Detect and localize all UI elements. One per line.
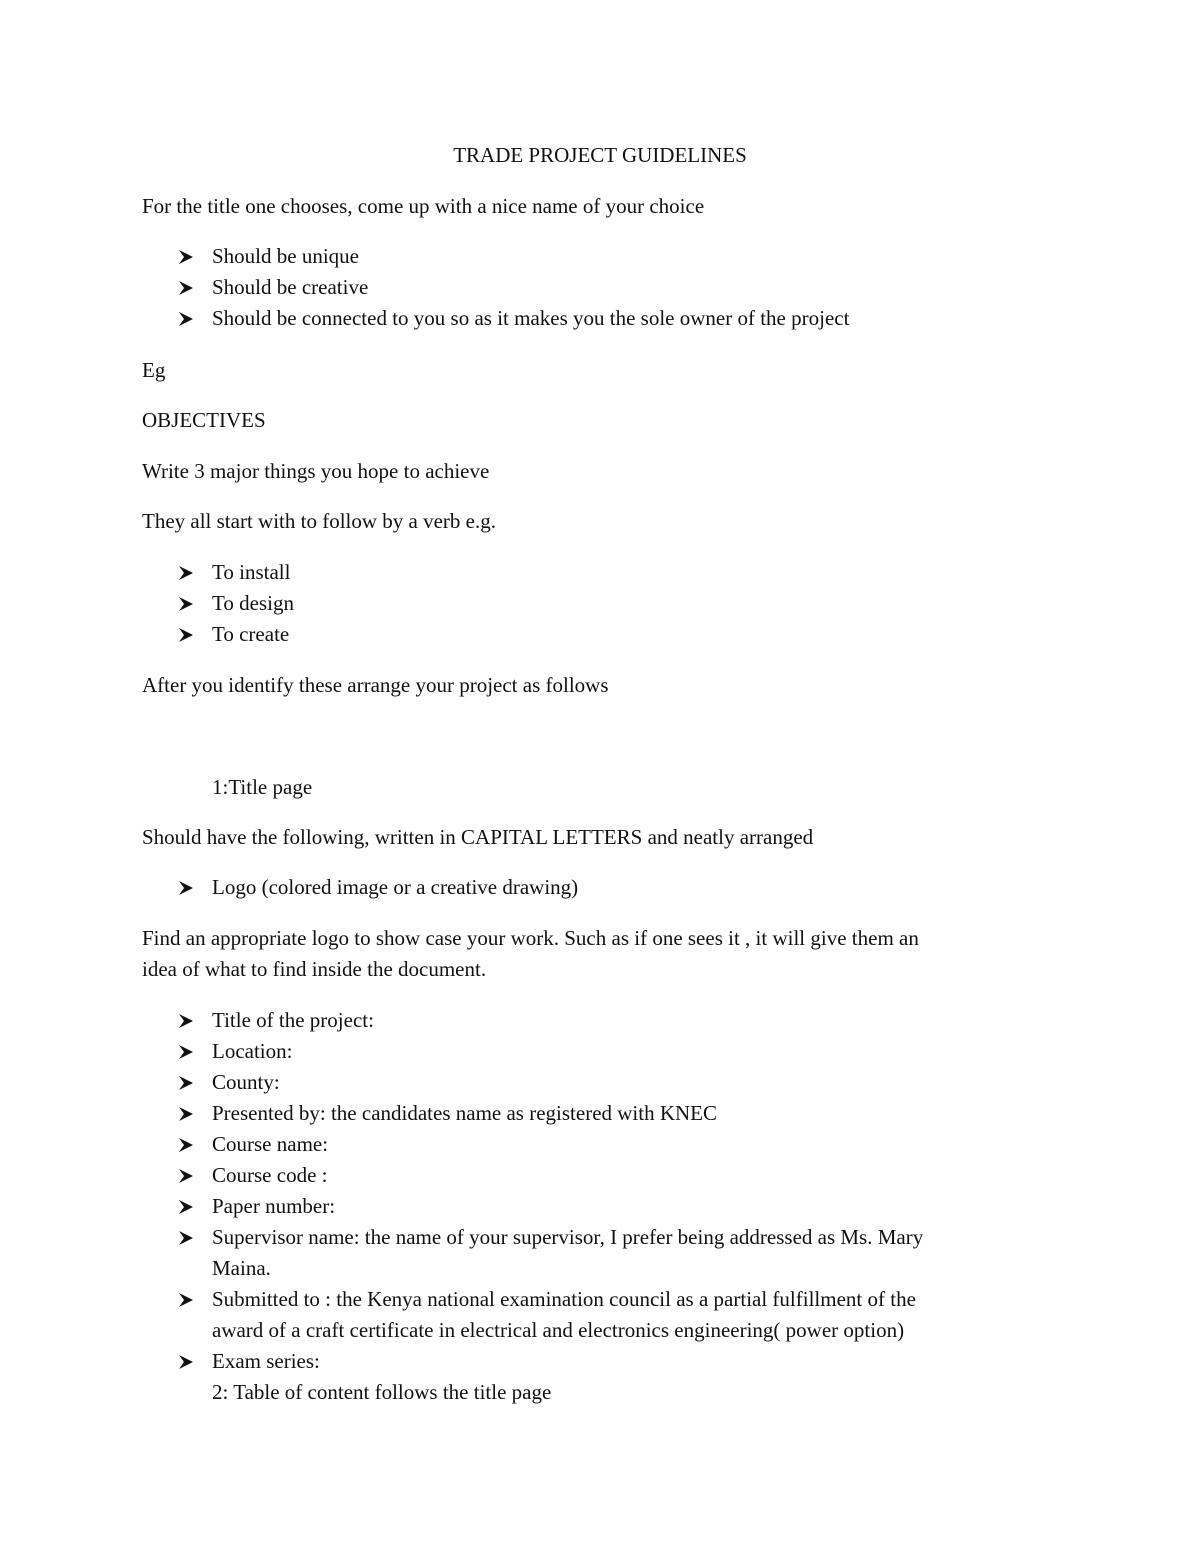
eg-label: Eg <box>142 358 166 382</box>
list-item-text: Location: <box>212 1039 293 1063</box>
list-item-text: Should be creative <box>212 275 369 299</box>
arrowhead-bullet-icon <box>176 272 198 303</box>
arrowhead-bullet-icon <box>176 1284 198 1315</box>
list-item-text: Title of the project: <box>212 1008 374 1032</box>
list-item-text: Paper number: <box>212 1194 336 1218</box>
arrowhead-bullet-icon <box>176 1191 198 1222</box>
list-item-text: Submitted to : the Kenya national examination council as a partial fulfillment of the <box>212 1287 916 1311</box>
logo-paragraph-line: Find an appropriate logo to show case your work. Such as if one sees it , it will give them an <box>142 926 919 950</box>
arrowhead-bullet-icon <box>176 1222 198 1253</box>
list-item-text: To create <box>212 622 290 646</box>
list-item-text: To design <box>212 591 294 615</box>
arrowhead-bullet-icon <box>176 872 198 903</box>
arrowhead-bullet-icon <box>176 1098 198 1129</box>
arrowhead-bullet-icon <box>176 303 198 334</box>
list-item-text: Exam series: <box>212 1349 320 1373</box>
list-item-text-continued: award of a craft certificate in electrical and electronics engineering( power option) <box>212 1318 905 1342</box>
section-heading-title-page: 1:Title page <box>212 775 313 799</box>
list-item-text: Supervisor name: the name of your supervisor, I prefer being addressed as Ms. Mary <box>212 1225 924 1249</box>
list-item-text: Should be connected to you so as it makes you the sole owner of the project <box>212 306 850 330</box>
list-item-text: Logo (colored image or a creative drawing) <box>212 875 579 899</box>
arrowhead-bullet-icon <box>176 588 198 619</box>
section-heading-table-of-content: 2: Table of content follows the title page <box>212 1380 552 1404</box>
list-item-text: County: <box>212 1070 280 1094</box>
logo-paragraph-line: idea of what to find inside the document. <box>142 957 487 981</box>
arrowhead-bullet-icon <box>176 1346 198 1377</box>
list-item-text: Course name: <box>212 1132 329 1156</box>
document-title: TRADE PROJECT GUIDELINES <box>453 143 747 167</box>
intro-paragraph: For the title one chooses, come up with a nice name of your choice <box>142 194 705 218</box>
arrowhead-bullet-icon <box>176 1036 198 1067</box>
arrowhead-bullet-icon <box>176 1160 198 1191</box>
arrowhead-bullet-icon <box>176 557 198 588</box>
list-item-text: Course code : <box>212 1163 328 1187</box>
arrowhead-bullet-icon <box>176 241 198 272</box>
title-page-paragraph: Should have the following, written in CAPITAL LETTERS and neatly arranged <box>142 825 814 849</box>
arrowhead-bullet-icon <box>176 1129 198 1160</box>
arrowhead-bullet-icon <box>176 1005 198 1036</box>
arrange-paragraph: After you identify these arrange your project as follows <box>142 673 609 697</box>
list-item-text: Should be unique <box>212 244 359 268</box>
list-item-text: Presented by: the candidates name as registered with KNEC <box>212 1101 718 1125</box>
arrowhead-bullet-icon <box>176 1067 198 1098</box>
arrowhead-bullet-icon <box>176 619 198 650</box>
verb-instruction-paragraph: They all start with to follow by a verb e.g. <box>142 509 496 533</box>
objectives-heading: OBJECTIVES <box>142 408 266 432</box>
list-item-text: To install <box>212 560 291 584</box>
objectives-paragraph: Write 3 major things you hope to achieve <box>142 459 490 483</box>
list-item-text-continued: Maina. <box>212 1256 271 1280</box>
